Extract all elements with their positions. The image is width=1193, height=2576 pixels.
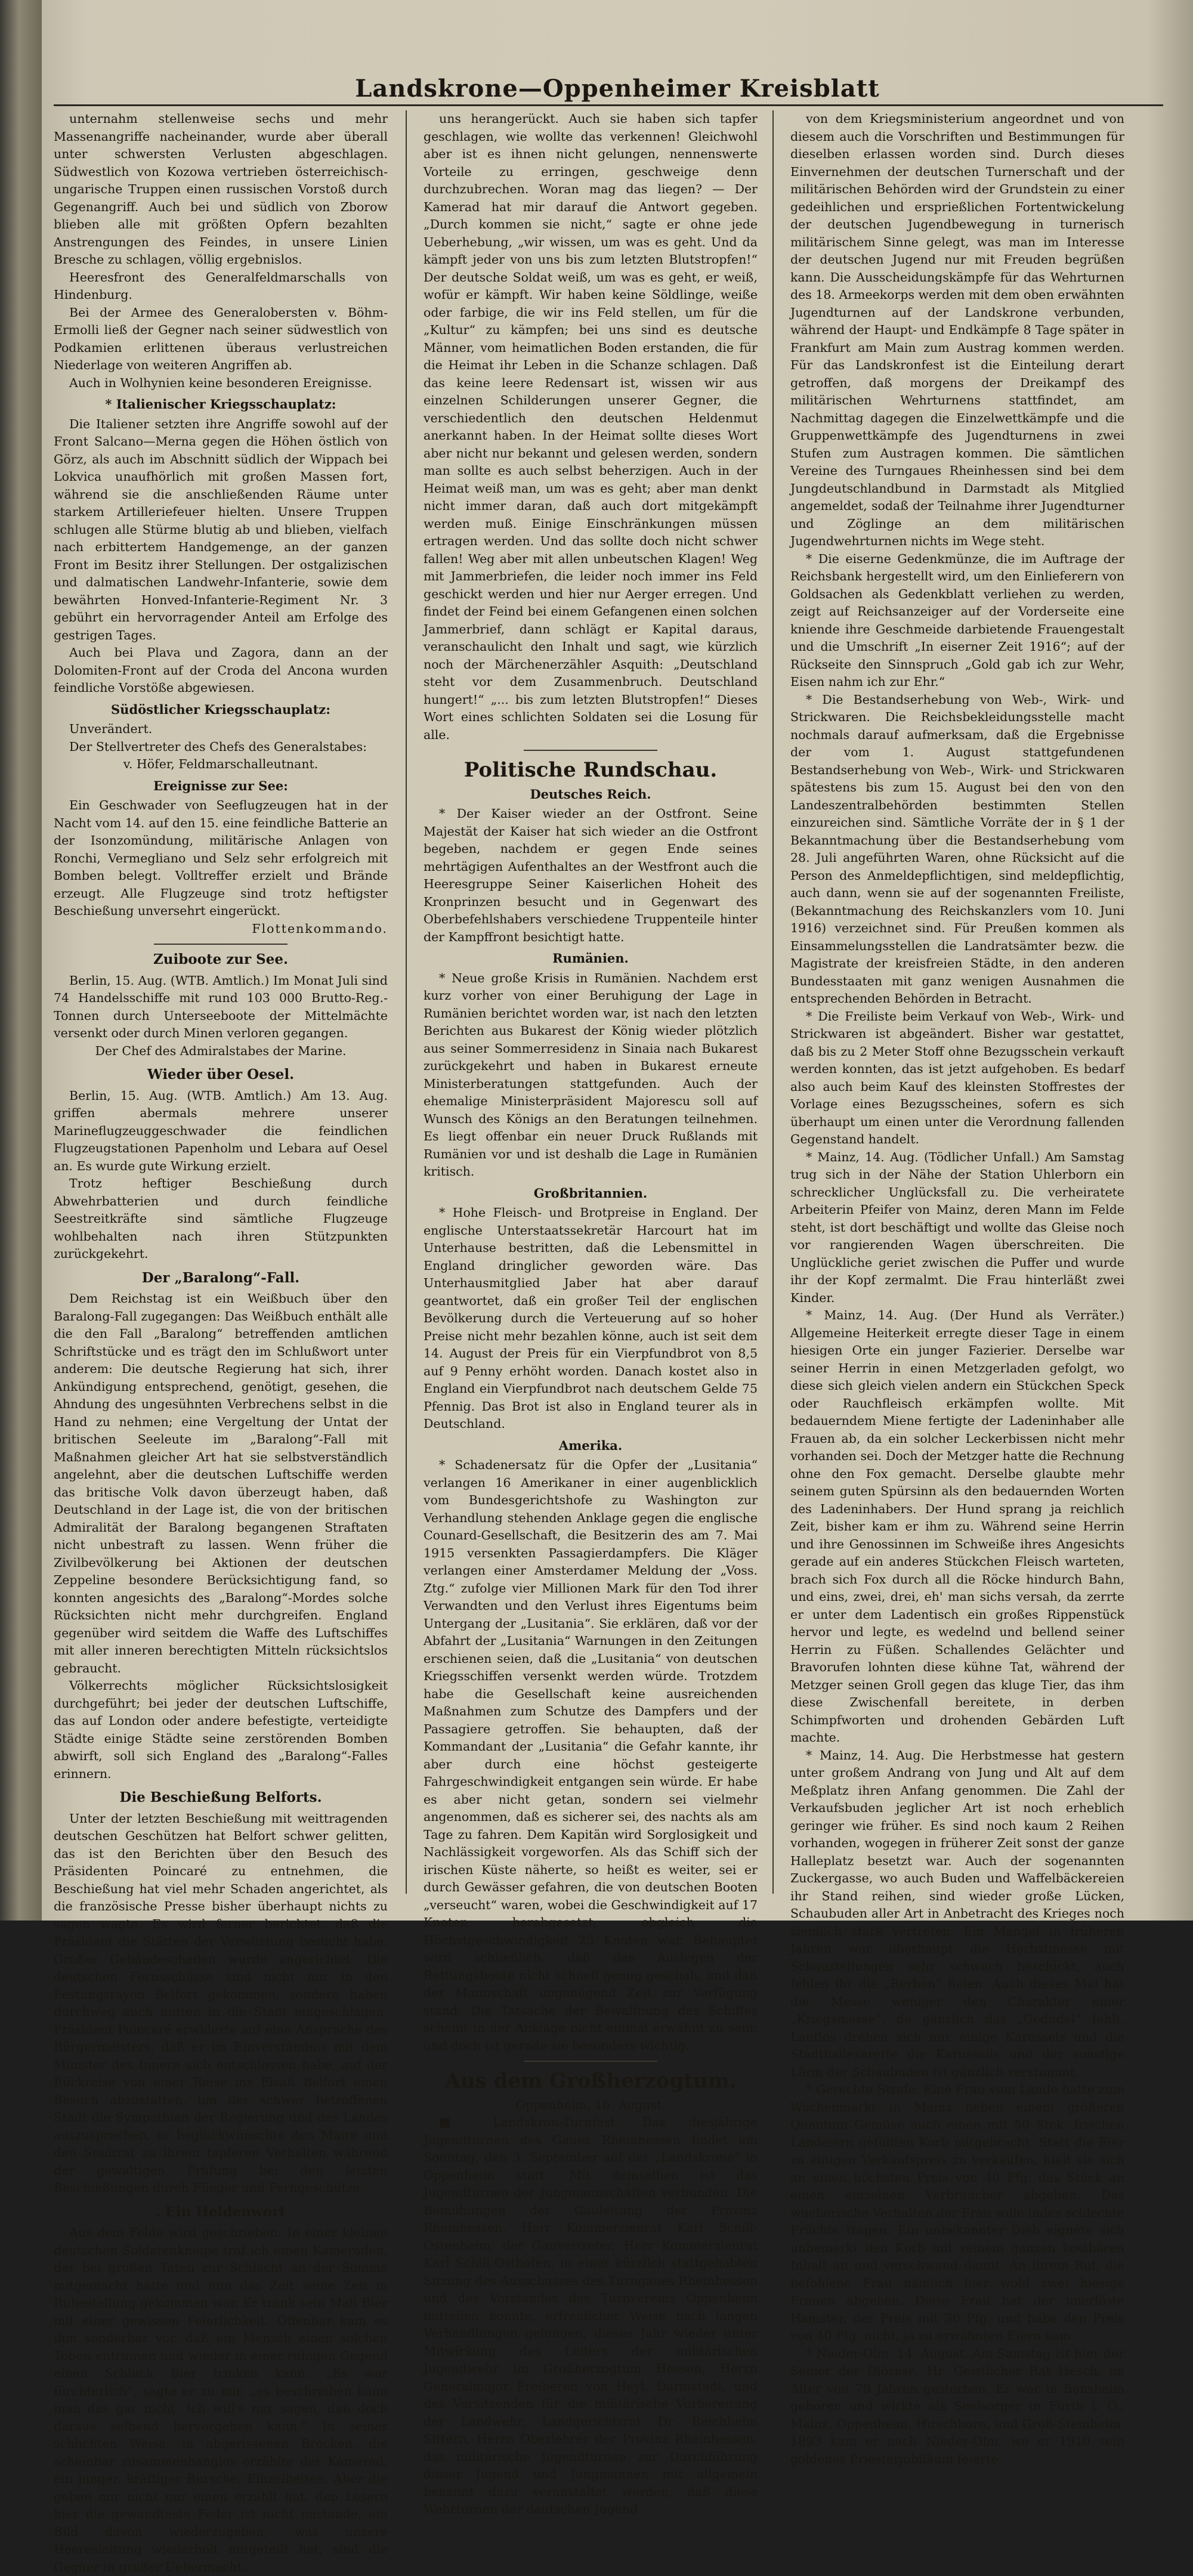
masthead: Landskrone—Oppenheimer Kreisblatt	[355, 75, 880, 103]
column-2	[424, 110, 758, 2516]
column-1	[54, 110, 388, 2574]
paragraph: Auch bei Plava und Zagora, dann an der Dolomiten-Front auf der Croda del Ancona wurden feindliche Vorstöße abgewiesen.	[54, 645, 388, 695]
column-divider	[772, 110, 774, 1894]
headline: Die Beschießung Belforts.	[119, 1789, 322, 1805]
paragraph: Dem Reichstag ist ein Weißbuch über den Baralong-Fall zugegangen: Das Weißbuch enthält alle die den Fall „Baralong“ betreffenden amtlichen Schriftstücke und es trägt den im Schlußwort unter anderem: Die deutsche Regierung hat sich, ihrer Ankündigung entsprechend, genötigt, gesehen, die Ahndung des ungesühnten Verbrechens selbst in die Hand zu nehmen; eine Vergeltung der Untat der britischen Seeleute im „Baralong“-Fall mit Maßnahmen gleicher Art hat sie selbstverständlich angelehnt, aber die deutschen Luftschiffe werden das britische Volk davon überzeugt haben, daß Deutschland in der Lage ist, die von der britischen Admiralität der Baralong begangenen Straftaten nicht unbestraft zu lassen. Wenn früher die Zivilbevölkerung bei Aktionen der deutschen Zeppeline besondere Berücksichtigung fand, so konnten angesichts des „Baralong“-Mordes solche Rücksichten nicht mehr durchgreifen. England gegenüber wird seitdem die Waffe des Luftschiffes mit aller inneren berechtigten Mitteln rücksichtslos gebraucht.	[54, 1291, 388, 1675]
paragraph: Berlin, 15. Aug. (WTB. Amtlich.) Am 13. Aug. griffen abermals mehrere unserer Marineflugzeuggeschwader die feindlichen Flugzeugstationen Papenholm und Lebara auf Oesel an. Es wurde gute Wirkung erzielt.	[54, 1088, 388, 1173]
separator	[154, 944, 288, 945]
subheading: Ereignisse zur See:	[153, 778, 288, 793]
section-title: Politische Rundschau.	[463, 758, 718, 782]
paragraph: Die Italiener setzten ihre Angriffe sowohl auf der Front Salcano—Merna gegen die Höhen östlich von Görz, als auch im Abschnitt südlich der Wippach bei Lokvica unaufhörlich mit großen Massen fort, während sie die anschließenden Räume unter starkem Artilleriefeuer hielten. Unsere Truppen schlugen alle Stürme blutig ab und blieben, vielfach nach erbittertem Handgemenge, an der ganzen Front im Besitz ihrer Stellungen. Der ostgalizischen und dalmatischen Landwehr-Infanterie, sowie dem bewährten Honved-Infanterie-Regiment Nr. 3 gebührt ein hervorragender Anteil am Erfolge des gestrigen Tages.	[54, 416, 388, 642]
paragraph: * Die Freiliste beim Verkauf von Web-, Wirk- und Strickwaren ist abgeändert. Bisher war gestattet, daß bis zu 2 Meter Stoff ohne Bezugsschein verkauft werden konnten, das ist jetzt aufgehoben. Es bedarf also auch beim Kauf des kleinsten Stoffrestes der Vorlage eines Bezugsscheines, sofern es sich überhaupt um einen unter die Verordnung fallenden Gegenstand handelt.	[790, 1009, 1124, 1146]
headline: . Ein Heldenwort	[156, 2203, 286, 2220]
paragraph: * Schadenersatz für die Opfer der „Lusitania“ verlangen 16 Amerikaner in einer augenblicklich vom Bundesgerichtshofe zu Washington zur Verhandlung stehenden Anklage gegen die englische Counard-Gesellschaft, die Besitzerin des am 7. Mai 1915 versenkten Passagierdampfers. Die Kläger verlangen einer Amsterdamer Meldung der „Voss. Ztg.“ zufolge vier Millionen Mark für den Tod ihrer Verwandten und den Verlust ihres Eigentums beim Untergang der „Lusitania“. Sie erklären, daß vor der Abfahrt der „Lusitania“ Warnungen in den Zeitungen erschienen seien, daß die „Lusitania“ von deutschen Kriegsschiffen versenkt werden würde. Trotzdem habe die Gesellschaft keine ausreichenden Maßnahmen zum Schutze des Dampfers und der Passagiere getroffen. Sie behaupten, daß der Kommandant der „Lusitania“ die Gefahr kannte, ihr aber durch eine höchst gesteigerte Fahrgeschwindigkeit entgangen sein würde. Er habe es aber nicht getan, sondern sei vielmehr angenommen, daß es sicherer sei, des nachts als am Tage zu fahren. Dem Kapitän wird Sorglosigkeit und Nachlässigkeit vorgeworfen. Als das Schiff sich der irischen Küste näherte, so heißt es weiter, sei er durch Gewässer gefahren, die von deutschen Booten „verseucht“ waren, wobei die Geschwindigkeit auf 17 Knoten herabgesetzt, obgleich die Höchstgeschwindigkeit 25 Knoten war. Behauptet wird schließlich, daß das Auslegen der Rettungsboote nicht schnell genug geschah, und daß der Mannschaft ungenügend Zeit zur Verfügung stand. Die Tatsache der Bewaffnung des Schiffes scheint in der Anklage nicht einmal erwähnt zu sein; und doch ist gerade sie besonders wichtig.	[424, 1458, 758, 2053]
headline: Der „Baralong“-Fall.	[141, 1269, 300, 1286]
separator	[524, 2061, 657, 2062]
paragraph: uns herangerückt. Auch sie haben sich tapfer geschlagen, wie wollte das verkennen! Gleichwohl aber ist es ihnen nicht gelungen, nennenswerte Vorteile zu erringen, geschweige denn durchzubrechen. Woran mag das liegen? — Der Kamerad hat mir darauf die Antwort gegeben. „Durch kommen sie nicht,“ sagte er ohne jede Ueberhebung, „wir wissen, um was es geht. Und da kämpft jeder von uns bis zum letzten Blutstropfen!“ Der deutsche Soldat weiß, um was es geht, er weiß, wofür er kämpft. Wir haben keine Söldlinge, weiße oder farbige, die wir ins Feld stellen, um für die „Kultur“ zu kämpfen; bei uns sind es deutsche Männer, vom heimatlichen Boden erstanden, die für die Heimat ihr Leben in die Schanze schlagen. Daß das keine leere Redensart ist, wissen wir aus einzelnen Schilderungen unserer Gegner, die verschiedentlich den deutschen Heldenmut anerkannt haben. In der Heimat sollte dieses Wort aber nicht nur bekannt und gelesen werden, sondern man sollte es auch selbst beherzigen. Auch in der Heimat weiß man, um was es geht; aber man denkt nicht immer daran, daß auch dort mitgekämpft werden muß. Einige Einschränkungen müssen ertragen werden. Und das sollte doch nicht schwer fallen! Weg aber mit allen unbeutschen Klagen! Weg mit Jammerbriefen, die leider noch immer ins Feld geschickt werden und hier nur Aerger erregen. Und findet der Feind bei einem Gefangenen einen solchen Jammerbrief, dann schlägt er Kapital daraus, veranschaulicht den Inhalt und sagt, wie kürzlich noch der Märchenerzähler Asquith: „Deutschland steht vor dem Zusammenbruch. Deutschland hungert!“ „... bis zum letzten Blutstropfen!“ Dieses Wort eines schlichten Soldaten sei die Losung für alle.	[424, 112, 758, 742]
paragraph: * Neue große Krisis in Rumänien. Nachdem erst kurz vorher von einer Beruhigung der Lage in Rumänien berichtet worden war, ist nach den letzten Berichten aus Bukarest der König wieder plötzlich aus seiner Sommerresidenz in Sinaia nach Bukarest zurückgekehrt und haben in Bukarest erneute Ministerberatungen stattgefunden. Auch der ehemalige Ministerpräsident Majorescu soll auf Wunsch des Königs an den Beratungen teilnehmen. Es liegt offenbar ein neuer Druck Rußlands mit Rumänien vor und ist deshalb die Lage in Rumänien kritisch.	[424, 970, 758, 1179]
paragraph: Unverändert.	[69, 722, 153, 736]
paragraph: * Mainz, 14. Aug. (Tödlicher Unfall.) Am Samstag trug sich in der Nähe der Station Uhlerborn ein schrecklicher Unglücksfall zu. Die verheiratete Arbeiterin Pfeifer von Mainz, deren Mann im Felde steht, ist dort beschäftigt und wollte das Gleise noch vor rangierenden Wagen überschreiten. Die Unglückliche geriet zwischen die Puffer und wurde ihr der Kopf zermalmt. Die Frau hinterläßt zwei Kinder.	[790, 1149, 1124, 1305]
paragraph: Aus dem Felde wird geschrieben: In einer kleinen deutschen Soldatenkneipe traf ich einen Kameraden, der bei großen Taten zur Schlacht an der Somme mitgemacht hatte und nun das Zeit seine Zeit in Ruhestellung gekommen war. Er trank sein Maß Bier mit einer gewissen Feierlichkeit. Offenbar kam es ihm sonderbar vor, daß ein Mensch einen solchen Toben entrinnen und wieder in einer ruhigen Gegend einen Schluck Bier trinken kann. „Es war fürchterlich“, sagte er zu mir, „es beschreiben kann man das gar nicht. Ich will's nur sagen, daß doch daraus selbend hervorgehen kann.“ In seiner schlichten Weise, in abgerissenen Brocken, die scheinbar zusammenhanglos erzählte der Kamerad, ein junger, kräftiger Bursche, Einzelheiten. Aber die geben mir nicht nur einen erzählt hat, den Lesern hier die gewandteste Feder ist nicht imstande, ein Bild davon wiederzugeben, was unsere Heeresleitung wiederholt mitgeteilt hat, sind die Gegner in großer Uebermacht.	[54, 2225, 388, 2574]
subheading: Deutsches Reich.	[530, 786, 651, 802]
paragraph: * Die eiserne Gedenkmünze, die im Auftrage der Reichsbank hergestellt wird, um den Einlieferern von Goldsachen als Gedenkblatt verliehen zu werden, zeigt auf Reichsanzeiger auf der Vorderseite eine kniende ihre Geschmeide darbietende Frauengestalt und die Umschrift „In eiserner Zeit 1916“; auf der Rückseite den Sinnspruch „Gold gab ich zur Wehr, Eisen nahm ich zur Ehr.“	[790, 551, 1124, 689]
newspaper-page	[42, 0, 1193, 2574]
paragraph: * Mainz, 14. Aug. (Der Hund als Verräter.) Allgemeine Heiterkeit erregte dieser Tage in einem hiesigen Orte ein junger Fazierier. Derselbe war seiner Herrin in einen Metzgerladen gefolgt, wo diese sich gleich vielen andern ein Stückchen Speck oder Rauchfleisch erkämpfen wollte. Mit bedauerndem Miene fertigte der Ladeninhaber alle Frauen ab, da ein solcher Leckerbissen nicht mehr vorhanden sei. Doch der Metzger hatte die Rechnung ohne den Fox gemacht. Derselbe glaubte mehr seinem guten Spürsinn als den bedauernden Worten des Ladeninhabers. Der Hund sprang ja reichlich Zeit, bisher kam er ihm zu. Während seine Herrin und ihre Genossinnen im Schweiße ihres Angesichts gerade auf ein anderes Stückchen Fleisch warteten, brach sich Fox durch all die Röcke hindurch Bahn, und eins, zwei, drei, eh' man sichs versah, da zerrte er unter dem Ladentisch ein großes Rippenstück hervor und legte, es wedelnd und bellend seiner Herrin zu Füßen. Schallendes Gelächter und Bravorufen lohnten diese kühne Tat, während der Metzger seinen Groll gegen das kluge Tier, das ihm diese Zwischenfall bereitete, in derben Schimpfworten und drohenden Gebärden Luft machte.	[790, 1308, 1124, 1745]
paragraph: * Nieder-Olm, 14. August. Am Samstag ist hier der Senior der Diözese, Hr. Geistlicher Rat Hesch, im Alter von 79 Jahren gestorben. Er war in Bensheim geboren und wirkte als Seelsorger in Fürth i. O., Mainz, Oppenheim, Hirschhorn, und Groß-Steinheim. 1893 kam er nach Nieder-Olm, wo er 1910 sein goldenes Priesterjubiläum feierte.	[790, 2346, 1124, 2466]
paragraph: Berlin, 15. Aug. (WTB. Amtlich.) Im Monat Juli sind 74 Handelsschiffe mit rund 103 000 Brutto-Reg.-Tonnen durch Unterseeboote der Mittelmächte versenkt oder durch Minen verloren gegangen.	[54, 973, 388, 1040]
dateline: Oppenheim, 16. August.	[515, 2097, 666, 2112]
headline: Zuiboote zur See.	[153, 951, 289, 967]
subheading: Rumänien.	[552, 951, 629, 966]
paragraph: ■ Landskron-Turnfest. Das diesjährige Jugendturnen des Gaues Rheinhessen findet am Sonntag, den 3. September auf der „Landskrone“ in Oppenheim statt. Mit demselben ist das Jugendturnen der Jungmannschaften verbunden. Die Bemühungen der Gauleitung der Provinz Rheinhessen. Herr Kommerzienrat Karl Schill-Ostenheim, der Gauvertreter, Herr Kommerzienrat Karl Schill-Osthofen, in einer kürzlich stattgehabten Sitzung des Ausschusses des Turngaues Rheinhessen und des Vorstandes des Turnvereins Oppenheim mitteilen konnte, erfreulicher Weise nach langen Verhandlungen gelungen, dieses Jahr wieder unter Mitwirkung des Leiters der militärischen Jugendwehr im Großherzogtum Hessen, Herrn Generalmajor Freiheren von Heyl, Darmstadt, und des Vorsitzenden für die militärische Vorbereitung der Landwehr, Landgerichtsrat Dr. Reichhelm Sittern, Herrn Oberlehrer der Provinz Rheinhessen, das militärische Jugendturnen zur Durchführung dieser Jugend und Jungmannen mit allgemein bekannt dazu veranstaltet werden, daß diese Wehrturnen der deutschen Jugend	[424, 2115, 758, 2516]
subheading: * Italienischer Kriegsschauplatz:	[105, 397, 336, 412]
paragraph: Der Stellvertreter des Chefs des Generalstabes:	[69, 739, 367, 754]
paragraph: * Hohe Fleisch- und Brotpreise in England. Der englische Unterstaatssekretär Harcourt hat im Unterhause bestritten, daß die Lebensmittel in England dringlicher geworden wäre. Das Unterhausmitglied Jaber hat aber darauf geantwortet, daß ein großer Teil der englischen Bevölkerung durch die Verteuerung auf so hoher Preise nicht mehr bezahlen könne, auch ist seit dem 14. August der Preis für ein Vierpfundbrot von 8,5 auf 9 Penny erhöht worden. Danach kostet also in England ein Vierpfundbrot nach deutschem Gelde 75 Pfennig. Das Brot ist also in England teurer als in Deutschland.	[424, 1205, 758, 1431]
separator	[524, 750, 657, 751]
subheading: Großbritannien.	[533, 1185, 648, 1201]
subheading: Südöstlicher Kriegsschauplatz:	[111, 701, 330, 717]
headline: Wieder über Oesel.	[147, 1066, 295, 1083]
column-divider	[406, 110, 407, 1894]
previous-page-edge	[0, 0, 42, 1921]
paragraph: * Mainz, 14. Aug. Die Herbstmesse hat gestern unter großem Andrang von Jung und Alt auf dem Meßplatz ihren Anfang genommen. Die Zahl der Verkaufsbuden jeglicher Art ist noch erheblich geringer wie früher. Es sind noch kaum 2 Reihen vorhanden, wogegen in früherer Zeit sonst der ganze Halleplatz besetzt war. Auch der sogenannten Zuckergasse, wo auch Buden und Waffelbäckereien ihr Stand reihen, sind wieder große Lücken, Schaubuden aller Art in Anbetracht des Krieges noch ziemlich stark vertreten. Ein Mangel in früheren Jahren war überhaupt die Herbstmesse mit Schaustellungen sehr schwach beschickt, auch fehlen ihr die „Rerben“ fielen. Auch dieses Mal hat die Messe weniger den Charakter einer „Kriegsmesse“, da gänzlich das „Gedudel“ fehlt. Lautlos drehen sich nur einige Karussels und die Stadthallezarette die Karussells und der sonstige Lärm der Schaubuden ist gänzlich verstummt.	[790, 1748, 1124, 2079]
paragraph: Bei der Armee des Generalobersten v. Böhm-Ermolli ließ der Gegner nach seiner südwestlich von Podkamien erlittenen überaus verlustreichen Niederlage von weiteren Angriffen ab.	[54, 305, 388, 372]
section-title: Aus dem Großherzogtum.	[444, 2069, 737, 2093]
subheading: Amerika.	[558, 1437, 623, 1453]
paragraph: Auch in Wolhynien keine besonderen Ereignisse.	[69, 375, 372, 390]
paragraph: Heeresfront des Generalfeldmarschalls von Hindenburg.	[54, 270, 388, 302]
paragraph: * Gerechte Strafe. Eine Frau vom Lande hatte zum Wochenmarkt in Mainz neben einem größeren Quantum Gemüse auch einen mit 50 Stck. frischen Landeiern gefüllten Korb mitgebracht. Statt die Eier zu einigen Verkaufspreis zu verkaufen, hielt sie sich an einen höchsten Preis von 40 Pfg. das Stück an einen einzelnen Verbraucher abgeben. Das wucherische Verhalten der Frau solle indes schlechte Früchte tragen. Ein unbekannter Dieb eignete sich unbemerkt den Korb mit seinem ganzen kostbaren Inhalt an und verschwand damit. An ihrem Ruf, die befohlene Frau nämlich hier wohl zwei hiesige Frauen abgeben. Diese Frau hat der unerlöste Hamster, der Preis mit 30 Pfg. und habe den Preis von 40 Pfg. nicht, ja zu erwähnten Eiern kam.	[790, 2082, 1124, 2343]
column-3	[790, 110, 1124, 2466]
paragraph: Unter der letzten Beschießung mit weittragenden deutschen Geschützen hat Belfort schwer gelitten, das ist den Berichten über den Besuch des Präsidenten Poincaré zu entnehmen, die Beschießung hat viel mehr Schaden angerichtet, als die französische Presse bisher überhaupt nichts zu sagen wagte. Es wird ferner berichtet, daß die Präsident die Stätten der Verwüstung besucht habe. Großer Gebäudeschaden wurde angerichtet. Die deutschen Fernsschüsse sind nicht nur in den Festungsrayon Belfort gekommen, sondern haben durchweg auch mitten in die Stadt eingeschlagen. Präsident Poincaré erwiderte auf eine Ansprache des Bürgermeisters, daß er im Einverständnis mit dem Minister des Innern sich entschlossen habe, auf der Rückreise von einer Reise ins Elsaß Belfort einen Besuch abzustatten, um der schwer betroffenen Stadt die Sympathien der Regierung und des Landes auszusprechen, er beglückwünschte den Maire und den Stadtrat zu ihrem tapferen Verhalten während der gewaltigen Prüfung bei den letzten Beschießungen durch Flieger und Ferngeschütze.	[54, 1811, 388, 2195]
paragraph: * Der Kaiser wieder an der Ostfront. Seine Majestät der Kaiser hat sich wieder an die Ostfront begeben, nachdem er gegen Ende seines mehrtägigen Aufenthaltes an der Westfront auch die Heeresgruppe Seiner Kaiserlichen Hoheit des Kronprinzen besucht und in Gegenwart des Oberbefehlshabers verschiedene Truppenteile hinter der Kampffront besichtigt hatte.	[424, 806, 758, 944]
signature: Flottenkommando.	[252, 921, 388, 936]
paragraph: * Die Bestandserhebung von Web-, Wirk- und Strickwaren. Die Reichsbekleidungsstelle macht nochmals darauf aufmerksam, daß die Ergebnisse der vom 1. August stattgefundenen Bestandserhebung von Web-, Wirk- und Strickwaren spätestens bis zum 15. August bei den von den Landeszentralbehörden bestimmten Stellen einzureichen sind. Sämtliche Vorräte der in § 1 der Bekanntmachung über die Bestandserhebung vom 28. Juli angeführten Waren, ohne Rücksicht auf die Person des Anmeldepflichtigen, sind meldepflichtig, auch dann, wenn sie auf der sogenannten Freiliste, (Bekanntmachung des Reichskanzlers vom 10. Juni 1916) verzeichnet sind. Für Preußen kommen als Einsammelungsstellen die Landratsämter bezw. die Magistrate der kreisfreien Städte, in den anderen Bundesstaaten mit ganz wenigen Ausnahmen die entsprechenden Behörden in Betracht.	[790, 692, 1124, 1006]
paragraph: Trotz heftiger Beschießung durch Abwehrbatterien und durch feindliche Seestreitkräfte sind sämtliche Flugzeuge wohlbehalten nach ihren Stützpunkten zurückgekehrt.	[54, 1176, 388, 1261]
paragraph: von dem Kriegsministerium angeordnet und von diesem auch die Vorschriften und Bestimmungen für dieselben erlassen worden sind. Durch dieses Einvernehmen der deutschen Turnerschaft und der militärischen Behörden wird der Grundstein zu einer gedeihlichen und ersprießlichen Fortentwickelung der deutschen Jugendbewegung in turnerisch militärischem Sinne gelegt, was man im Interesse der deutschen Jugend nur mit Freuden begrüßen kann. Die Ausscheidungskämpfe für das Wehrturnen des 18. Armeekorps werden mit dem oben erwähnten Jugendturnen auf der Landskrone verbunden, während der Haupt- und Endkämpfe 8 Tage später in Frankfurt am Main zum Austrag kommen werden. Für das Landskronfest ist die Einteilung derart getroffen, daß morgens der Dreikampf des militärischen Wehrturnens stattfindet, am Nachmittag dagegen die Einzelwettkämpfe und die Gruppenwettkämpfe des Jugendturnens in zwei Stufen zum Austragen kommen. Die sämtlichen Vereine des Turngaues Rheinhessen sind bei dem Jungdeutschlandbund in Darmstadt als Mitglied angemeldet, sodaß der Teilnahme ihrer Jugendturner und Zöglinge an dem militärischen Jugendwehrturnen nichts im Wege steht.	[790, 112, 1124, 548]
signature: Der Chef des Admiralstabes der Marine.	[95, 1043, 347, 1058]
paragraph: unternahm stellenweise sechs und mehr Massenangriffe nacheinander, wurde aber überall unter schwersten Verlusten abgeschlagen. Südwestlich von Kozowa vertrieben österreichisch-ungarische Truppen einen russischen Vorstoß durch Gegenangriff. Auch bei und südlich von Zborow blieben alle mit größten Opfern bezahlten Anstrengungen des Feindes, in unsere Linien Bresche zu schlagen, völlig ergebnislos.	[54, 112, 388, 267]
signature: v. Höfer, Feldmarschalleutnant.	[123, 757, 319, 771]
paragraph: Völkerrechts möglicher Rücksichtslosigkeit durchgeführt; bei jeder der deutschen Luftschiffe, das auf London oder andere befestigte, verteidigte Städte einige Städte seine zerstörenden Bomben abwirft, soll sich England des „Baralong“-Falles erinnern.	[54, 1678, 388, 1781]
paragraph: Ein Geschwader von Seeflugzeugen hat in der Nacht vom 14. auf den 15. eine feindliche Batterie an der Isonzomündung, militärische Anlagen von Ronchi, Vermegliano und Selz sehr erfolgreich mit Bomben belegt. Volltreffer erzielt und Brände erzeugt. Alle Flugzeuge sind trotz heftigster Beschießung unversehrt eingerückt.	[54, 798, 388, 918]
masthead-rule	[54, 104, 1163, 106]
